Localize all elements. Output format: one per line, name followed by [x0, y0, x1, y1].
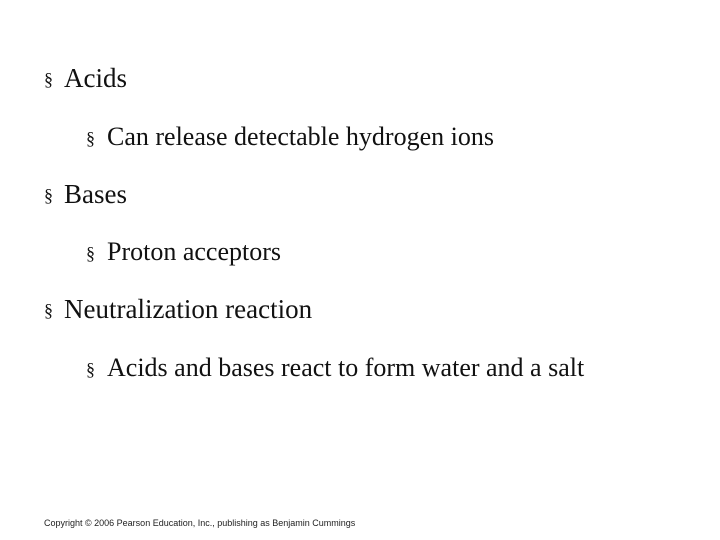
copyright-footer: Copyright © 2006 Pearson Education, Inc., publishing as Benjamin Cummings	[44, 518, 356, 528]
bullet-text: Acids	[64, 63, 127, 93]
sub-bullet-item-proton-acceptors	[86, 235, 281, 270]
bullet-item-neutralization	[44, 292, 312, 327]
bullet-text: Acids and bases react to form water and a salt	[107, 353, 585, 382]
bullet-marker: §	[44, 300, 53, 320]
bullet-text: Neutralization reaction	[64, 294, 313, 324]
bullet-marker: §	[44, 69, 53, 89]
bullet-text: Proton acceptors	[107, 237, 282, 266]
bullet-text: Can release detectable hydrogen ions	[107, 122, 494, 151]
bullet-marker: §	[86, 243, 95, 263]
sub-bullet-item-hydrogen-ions	[86, 120, 494, 155]
sub-bullet-item-water-salt	[86, 351, 666, 386]
bullet-marker: §	[44, 185, 53, 205]
bullet-item-bases	[44, 177, 127, 212]
bullet-marker: §	[86, 128, 95, 148]
bullet-text: Bases	[64, 179, 127, 209]
bullet-marker: §	[86, 359, 95, 379]
bullet-item-acids	[44, 61, 127, 96]
